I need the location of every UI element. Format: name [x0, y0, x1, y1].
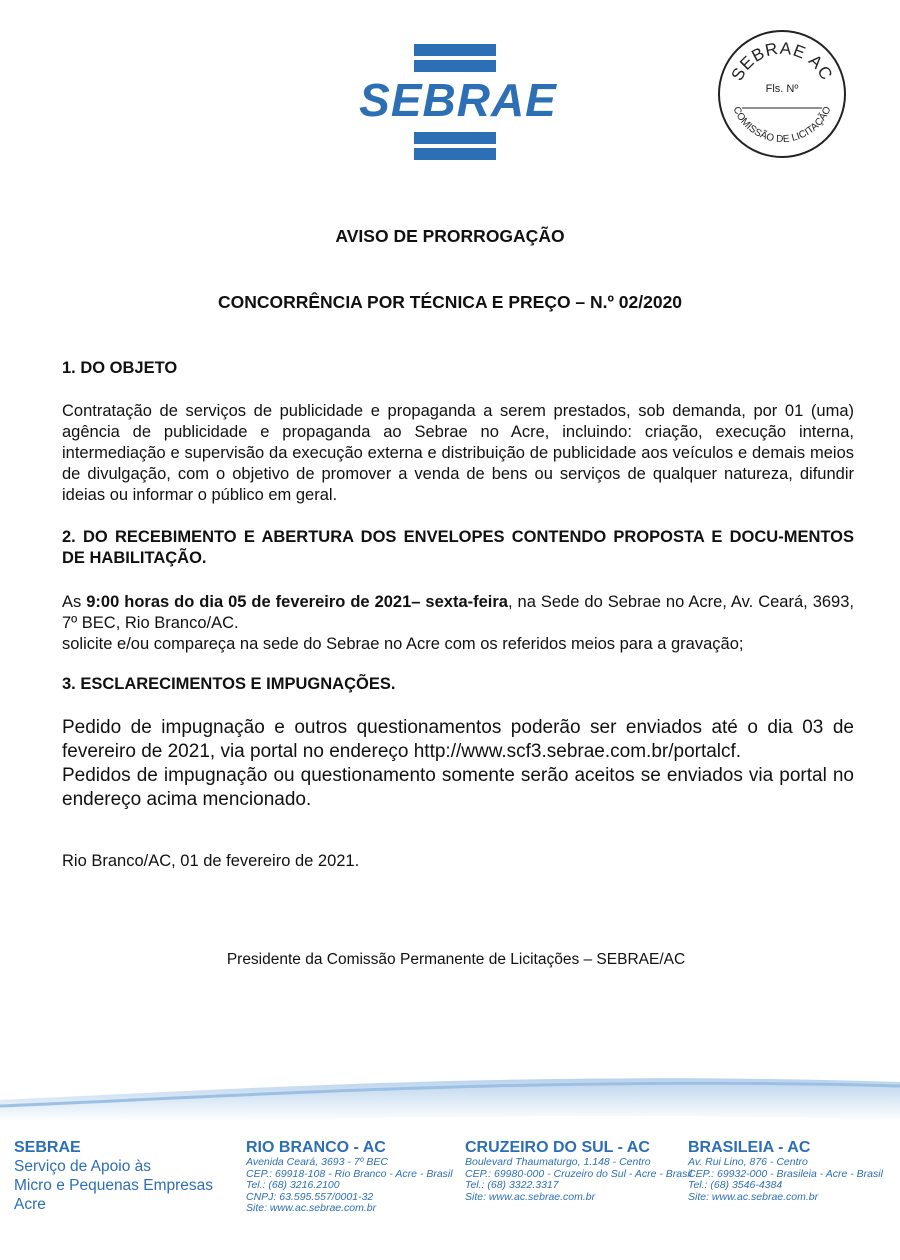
logo-bar	[414, 60, 496, 72]
section-body: Pedidos de impugnação ou questionamento somente serão aceitos se enviados via portal no endereço acima mencionado.	[62, 765, 854, 810]
office-title: CRUZEIRO DO SUL - AC	[465, 1139, 650, 1156]
logo-bar	[414, 148, 496, 160]
licitacao-stamp	[716, 28, 848, 160]
section-heading: 1. DO OBJETO	[62, 359, 178, 377]
footer-office-cruzeiro	[465, 1139, 692, 1203]
body-rest: , na Sede do Sebrae no Acre, Av. Ceará, 3693, 7º BEC, Rio Branco/AC.	[62, 593, 854, 632]
section-body: Pedido de impugnação e outros questionamentos poderão ser enviados até o dia 03 de fevereiro de 2021, via portal no endereço http://www.scf3.sebrae.com.br/portalcf.	[62, 717, 854, 762]
section-body	[62, 592, 854, 634]
svg-text:Fls. Nº: Fls. Nº	[765, 83, 799, 95]
body-bold-date: 9:00 horas do dia 05 de fevereiro de 2021– sexta-feira	[86, 593, 508, 611]
office-title: BRASILEIA - AC	[688, 1139, 811, 1156]
section-body: Contratação de serviços de publicidade e propaganda a serem prestados, sob demanda, por 01 (uma) agência de publicidade e propaganda ao Sebrae no Acre, incluindo: criação, execução interna, intermediação e supervisão da execução externa e distribuição de publicidade aos veículos e demais meios de divulgação, com o objetivo de promover a venda de bens ou serviços de qualquer natureza, difundir ideias ou informar o público em geral.	[62, 402, 854, 504]
page-subtitle: CONCORRÊNCIA POR TÉCNICA E PREÇO – N.º 02/2020	[217, 292, 683, 312]
section-heading: 3. ESCLARECIMENTOS E IMPUGNAÇÕES.	[62, 675, 396, 693]
office-address: Av. Rui Lino, 876 - Centro CEP.: 69932-000 - Brasileia - Acre - Brasil Tel.: (68) 3546-4384 Site: www.ac.sebrae.com.br	[688, 1156, 883, 1203]
signature-line: Presidente da Comissão Permanente de Licitações – SEBRAE/AC	[226, 951, 686, 968]
footer-org-line: Serviço de Apoio às	[14, 1158, 152, 1175]
logo-bar	[414, 44, 496, 56]
date-line: Rio Branco/AC, 01 de fevereiro de 2021.	[62, 852, 360, 870]
footer-org-line: Micro e Pequenas Empresas	[14, 1177, 214, 1194]
stamp-seal	[716, 28, 848, 160]
footer-org	[14, 1139, 213, 1214]
footer-org-line: Acre	[14, 1196, 46, 1213]
svg-text:SEBRAE AC: SEBRAE AC	[727, 38, 837, 84]
svg-text:COMISSÃO DE LICITAÇÃO: COMISSÃO DE LICITAÇÃO	[730, 105, 834, 146]
body-lead: As	[62, 593, 87, 611]
section-heading: 2. DO RECEBIMENTO E ABERTURA DOS ENVELOPES CONTENDO PROPOSTA E DOCU-MENTOS DE HABILITAÇÃO.	[62, 528, 854, 567]
footer-office-brasileia	[688, 1139, 883, 1203]
section-body-line: solicite e/ou compareça na sede do Sebrae no Acre com os referidos meios para a gravação;	[62, 635, 744, 653]
office-address: Boulevard Thaumaturgo, 1.148 - Centro CEP.: 69980-000 - Cruzeiro do Sul - Acre - Brasil Tel.: (68) 3322.3317 Site: www.ac.sebrae.com.br	[465, 1156, 693, 1203]
page-title: AVISO DE PRORROGAÇÃO	[335, 226, 565, 246]
office-title: RIO BRANCO - AC	[246, 1139, 386, 1156]
office-address: Avenida Ceará, 3693 - 7º BEC CEP.: 69918-108 - Rio Branco - Acre - Brasil Tel.: (68) 3216.2100 CNPJ: 63.595.557/0001-32 Site: www.ac.sebrae.com.br	[246, 1156, 453, 1214]
footer-wave	[0, 1060, 900, 1140]
logo-bar	[414, 132, 496, 144]
sebrae-logo	[352, 44, 564, 156]
logo-wordmark: SEBRAE	[359, 74, 557, 126]
footer-org-title: SEBRAE	[14, 1139, 81, 1156]
footer-office-rio-branco	[246, 1139, 453, 1215]
